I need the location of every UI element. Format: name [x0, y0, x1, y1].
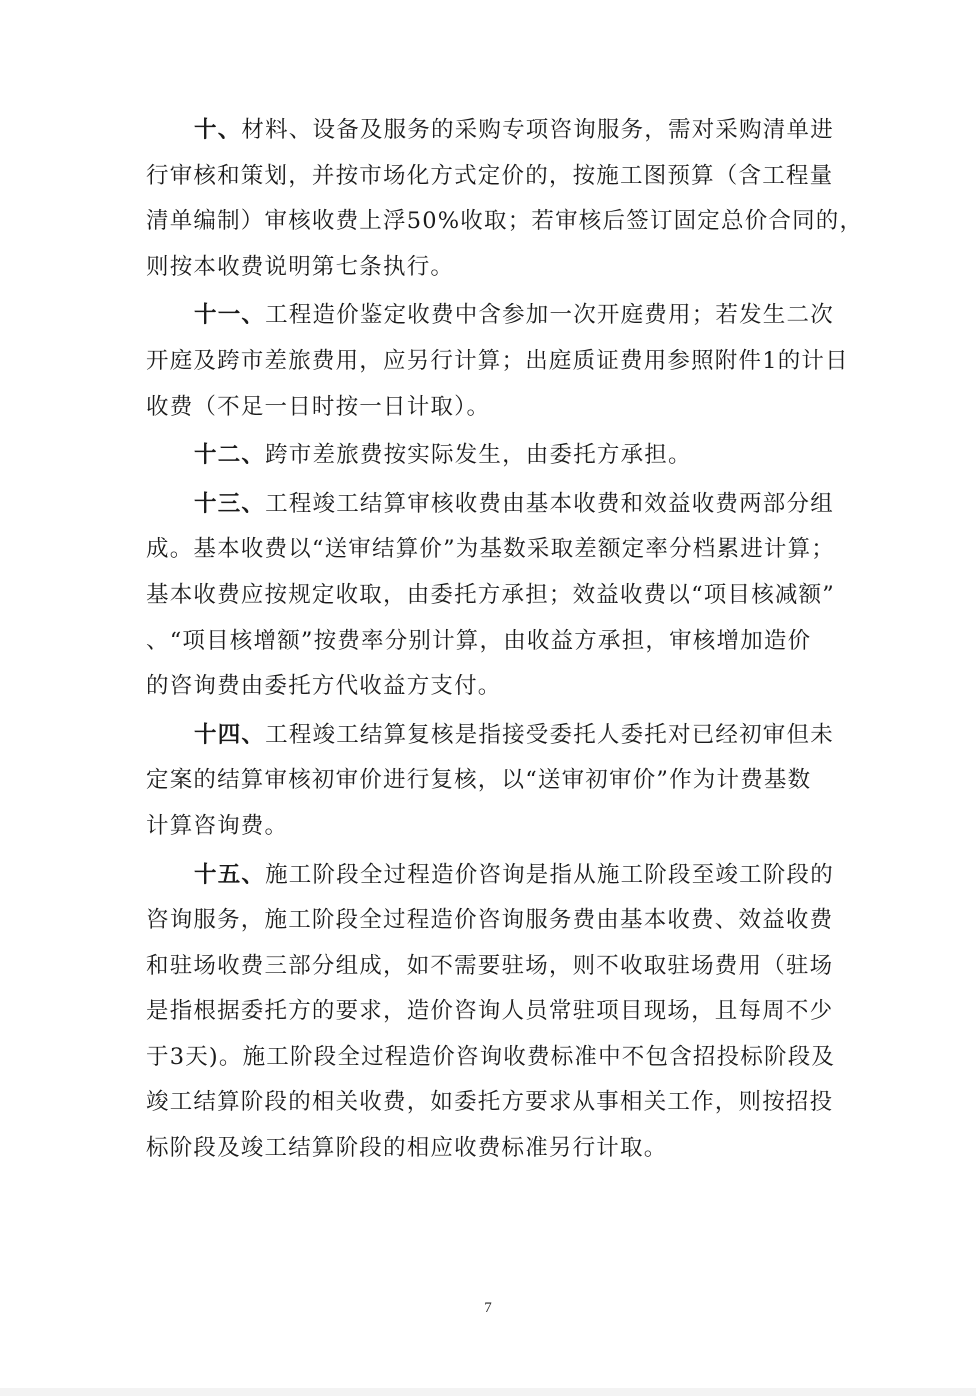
paragraph-line: 清单编制）审核收费上浮50%收取；若审核后签订固定总价合同的，	[146, 208, 864, 235]
clause-10	[146, 108, 864, 290]
page-bottom-edge	[0, 1388, 976, 1396]
line-text: 工程造价鉴定收费中含参加一次开庭费用；若发生二次	[265, 302, 834, 329]
clause-number: 十四、	[194, 721, 266, 748]
paragraph-line: 计算咨询费。	[146, 812, 289, 839]
clause-number: 十、	[194, 117, 242, 143]
clause-14	[146, 713, 836, 850]
paragraph-line	[146, 293, 836, 339]
paragraph-line	[146, 713, 836, 759]
clause-number: 十一、	[194, 302, 266, 329]
paragraph-line: 的咨询费由委托方代收益方支付。	[146, 673, 502, 700]
paragraph-line: 基本收费应按规定收取，由委托方承担；效益收费以“项目核减额”	[146, 581, 836, 608]
clause-number: 十三、	[194, 490, 266, 517]
paragraph-line: 收费（不足一日时按一日计取）。	[146, 393, 491, 420]
paragraph-line: 于3天)。施工阶段全过程造价咨询收费标准中不包含招投标阶段及	[146, 1043, 836, 1070]
paragraph-line: 行审核和策划，并按市场化方式定价的，按施工图预算（含工程量	[146, 162, 834, 189]
paragraph-line: 标阶段及竣工结算阶段的相应收费标准另行计取。	[146, 1135, 668, 1162]
paragraph-line: 、“项目核增额”按费率分别计算，由收益方承担，审核增加造价	[146, 627, 812, 654]
clause-number: 十五、	[194, 861, 266, 888]
paragraph-line: 则按本收费说明第七条执行。	[146, 253, 455, 280]
paragraph-line: 定案的结算审核初审价进行复核，以“送审初审价”作为计费基数	[146, 767, 812, 794]
clause-12	[146, 433, 836, 479]
clause-15	[146, 853, 836, 1172]
paragraph-line: 咨询服务，施工阶段全过程造价咨询服务费由基本收费、效益收费	[146, 907, 834, 934]
paragraph-line	[146, 482, 836, 528]
line-text: 工程竣工结算复核是指接受委托人委托对已经初审但未	[265, 721, 834, 748]
paragraph-line	[146, 433, 836, 479]
clause-13	[146, 482, 836, 710]
line-text: 工程竣工结算审核收费由基本收费和效益收费两部分组	[265, 490, 834, 517]
paragraph-line: 竣工结算阶段的相关收费，如委托方要求从事相关工作，则按招投	[146, 1089, 834, 1116]
paragraph-line: 开庭及跨市差旅费用，应另行计算；出庭质证费用参照附件1的计日	[146, 347, 849, 374]
paragraph-line	[146, 853, 836, 899]
clause-11	[146, 293, 849, 430]
clause-number: 十二、	[194, 442, 266, 469]
paragraph-line: 是指根据委托方的要求，造价咨询人员常驻项目现场，且每周不少	[146, 998, 834, 1025]
paragraph-line: 和驻场收费三部分组成，如不需要驻场，则不收取驻场费用（驻场	[146, 952, 834, 979]
line-text: 材料、设备及服务的采购专项咨询服务，需对采购清单进	[241, 117, 834, 143]
line-text: 跨市差旅费按实际发生，由委托方承担。	[265, 442, 692, 469]
document-body	[146, 108, 864, 1175]
paragraph-line	[146, 108, 836, 154]
paragraph-line: 成。基本收费以“送审结算价”为基数采取差额定率分档累进计算；	[146, 536, 836, 563]
line-text: 施工阶段全过程造价咨询是指从施工阶段至竣工阶段的	[265, 861, 834, 888]
page-number: 7	[484, 1300, 492, 1316]
